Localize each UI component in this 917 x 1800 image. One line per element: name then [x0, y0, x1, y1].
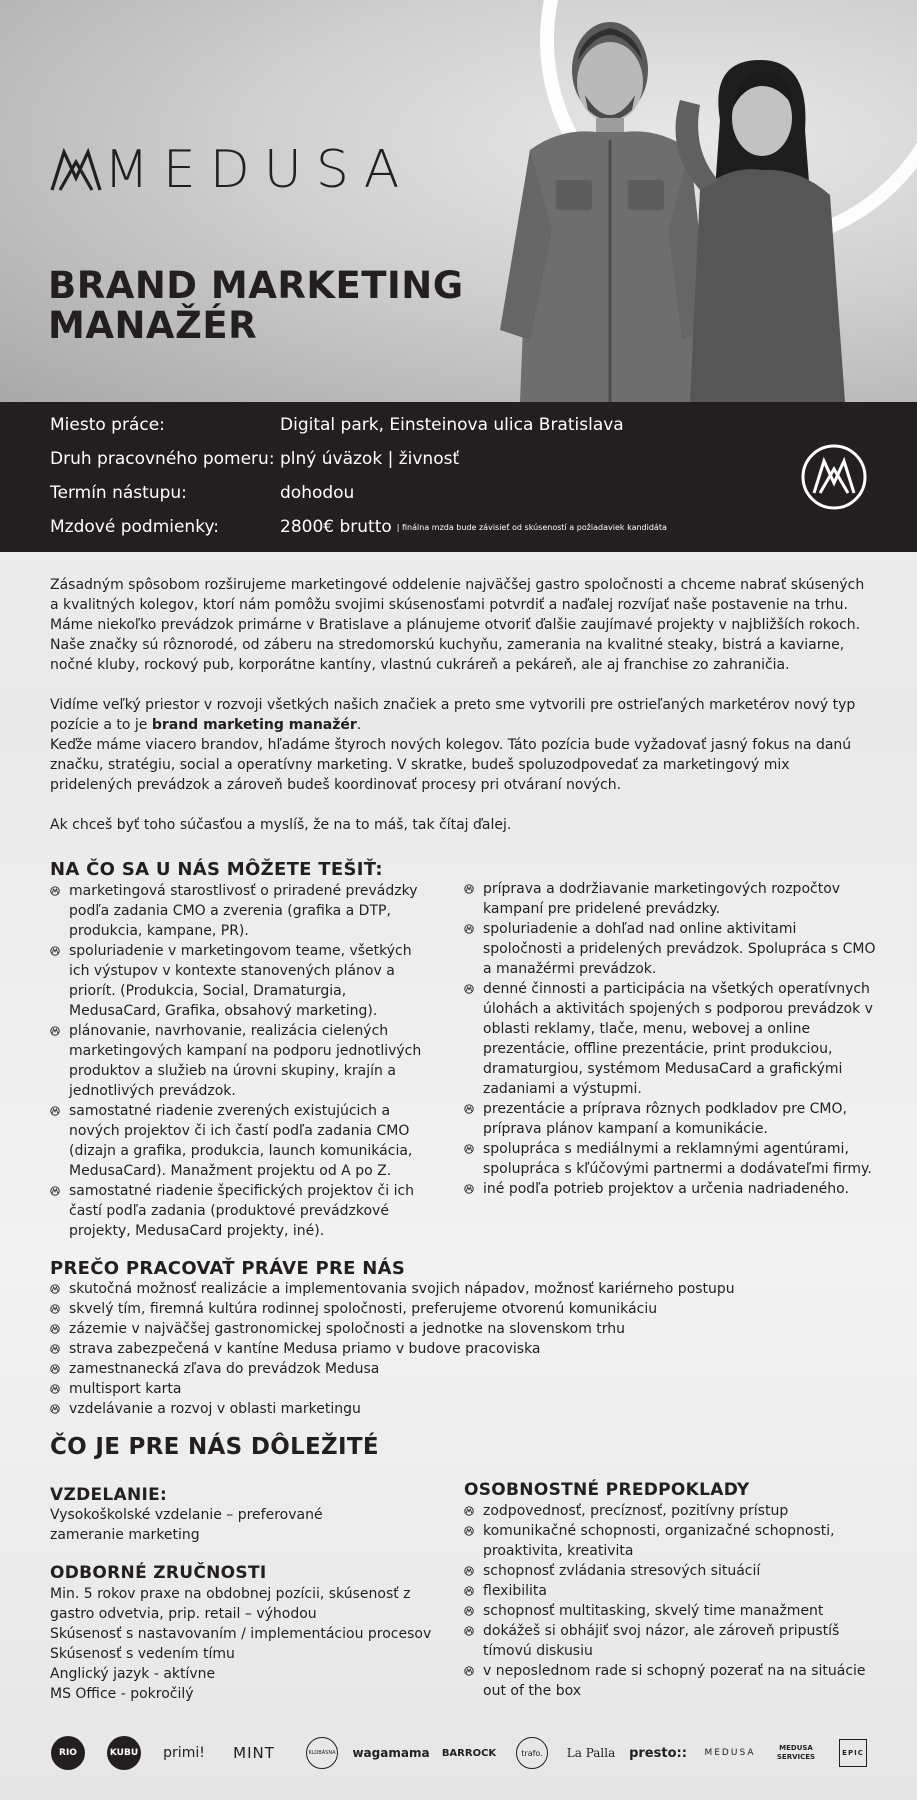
- partner-logo-la-palla-text: La Palla: [566, 1746, 616, 1760]
- medusa-bullet-icon: [50, 1364, 60, 1374]
- list-item: [464, 1601, 876, 1621]
- partner-brands-row: [0, 1728, 917, 1778]
- partner-logo-trafo: [512, 1728, 552, 1778]
- partner-logo-trafo-mark: trafo.: [516, 1737, 548, 1769]
- medusa-bullet-icon: [50, 886, 60, 896]
- partner-logo-mint: [228, 1728, 280, 1778]
- medusa-bullet-icon: [50, 1106, 60, 1116]
- list-item-text: strava zabezpečená v kantíne Medusa priamo v budove pracoviska: [69, 1341, 541, 1357]
- detail-value: Digital park, Einsteinova ulica Bratislava: [280, 415, 624, 435]
- medusa-bullet-icon: [50, 1384, 60, 1394]
- section-heading-why-us: PREČO PRACOVAŤ PRÁVE PRE NÁS: [50, 1258, 406, 1279]
- medusa-bullet-icon: [50, 1324, 60, 1334]
- medusa-bullet-icon: [50, 1304, 60, 1314]
- medusa-bullet-icon: [50, 946, 60, 956]
- detail-row-location: [50, 408, 624, 442]
- list-item: [50, 1319, 870, 1339]
- education-heading: VZDELANIE:: [50, 1485, 168, 1505]
- list-item: [50, 1279, 870, 1299]
- section-heading-important: ČO JE PRE NÁS DÔLEŽITÉ: [50, 1434, 379, 1460]
- list-item-text: plánovanie, navrhovanie, realizácia cielených marketingových kampaní na podporu jednotlivých produktov a služieb na úrovni skupiny, krajín a jednotlivých prevádzok.: [69, 1023, 422, 1099]
- partner-logo-klobasna: [300, 1728, 344, 1778]
- list-item: [50, 1399, 870, 1419]
- skill-line: Skúsenosť s nastavovaním / implementáciou procesov: [50, 1626, 432, 1642]
- medusa-bullet-icon: [464, 1104, 474, 1114]
- partner-logo-primi: [156, 1728, 212, 1778]
- list-item: [464, 1139, 876, 1179]
- medusa-bullet-icon: [464, 1506, 474, 1516]
- man-figure: [500, 22, 710, 402]
- list-item: [50, 1379, 870, 1399]
- intro-text: .: [356, 717, 362, 733]
- partner-logo-wagamama-text: wagamama: [352, 1746, 430, 1760]
- medusa-bullet-icon: [464, 1144, 474, 1154]
- list-item-text: spoluriadenie v marketingovom teame, všetkých ich výstupov v kontexte stanovených plánov a priorít. (Produkcia, Social, Dramaturgia, MedusaCard, Grafika, obsahový marketing).: [69, 943, 412, 1019]
- partner-logo-epic-mark: EPIC: [839, 1739, 867, 1767]
- list-item: [464, 979, 876, 1099]
- list-item-text: skvelý tím, firemná kultúra rodinnej spoločnosti, preferujeme otvorenú komunikáciu: [69, 1301, 658, 1317]
- list-item-text: spoluriadenie a dohľad nad online aktivitami spoločnosti a pridelených prevádzok. Spolupráca s CMO a manažérmi prevádzok.: [483, 921, 876, 977]
- partner-logo-barrock-text: BARROCK: [441, 1747, 497, 1759]
- list-item-text: prezentácie a príprava rôznych podkladov pre CMO, príprava plánov kampaní a komunikácie.: [483, 1101, 847, 1137]
- partner-logo-klobasna-mark: KLOBÁSNA: [306, 1737, 338, 1769]
- partner-logo-wagamama: [352, 1728, 430, 1778]
- list-item-text: spolupráca s mediálnymi a reklamnými agentúrami, spolupráca s kľúčovými partnermi a dodávateľmi firmy.: [483, 1141, 872, 1177]
- list-item: [50, 1339, 870, 1359]
- list-item-text: zázemie v najväčšej gastronomickej spoločnosti a jednotke na slovenskom trhu: [69, 1321, 626, 1337]
- list-item-text: schopnosť multitasking, skvelý time manažment: [483, 1603, 824, 1619]
- hero-photo: [460, 0, 917, 402]
- list-item: [50, 881, 435, 941]
- job-title: BRAND MARKETING MANAŽÉR: [48, 264, 464, 347]
- medusa-bullet-icon: [50, 1026, 60, 1036]
- list-item: [50, 1299, 870, 1319]
- list-item: [464, 1501, 876, 1521]
- personality-heading: OSOBNOSTNÉ PREDPOKLADY: [464, 1480, 750, 1500]
- why-us-list: [50, 1279, 870, 1419]
- job-details-band: [0, 402, 917, 552]
- detail-label: Miesto práce:: [50, 415, 165, 435]
- intro-paragraph-2: [50, 695, 870, 735]
- medusa-bullet-icon: [50, 1186, 60, 1196]
- partner-logo-rio: [48, 1728, 88, 1778]
- education-text: Vysokoškolské vzdelanie – preferované zameranie marketing: [50, 1507, 323, 1543]
- medusa-bullet-icon: [464, 984, 474, 994]
- partner-logo-kubu-mark: KUBU: [107, 1736, 141, 1770]
- medusa-bullet-icon: [464, 1606, 474, 1616]
- intro-paragraph-1: Zásadným spôsobom rozširujeme marketingové oddelenie najväčšej gastro spoločnosti a chceme nabrať skúsených a kvalitných kolegov, ktorí nám pomôžu svojimi skúsenosťami potvrdiť a naďalej rozvíjať naše postavenie na trhu. Máme niekoľko prevádzok primárne v Bratislave a plánujeme otvoriť ďalšie zaujímavé projekty v najbližších rokoch. Naše značky sú rôznorodé, od záberu na stredomorskú kuchyňu, zamerania na kvalitné steaky, bistrá a kaviarne, nočné kluby, rockový pub, korporátne kantíny, vlastnú cukráreň a pekáreň, ale aj franchise zo zahraničia.: [50, 577, 865, 673]
- medusa-bullet-icon: [464, 1566, 474, 1576]
- list-item: [464, 1561, 876, 1581]
- hero-banner: [0, 0, 917, 402]
- skill-line: Min. 5 rokov praxe na obdobnej pozícii, skúsenosť z gastro odvetvia, prip. retail – výhodou: [50, 1586, 411, 1622]
- list-item-text: marketingová starostlivosť o priradené prevádzky podľa zadania CMO a zverenia (grafika a DTP, produkcia, kampane, PR).: [69, 883, 418, 939]
- personality-list: [464, 1501, 876, 1701]
- partner-logo-presto: [628, 1728, 688, 1778]
- medusa-circle-logo-icon: [800, 443, 868, 511]
- list-item-text: príprava a dodržiavanie marketingových rozpočtov kampaní pre pridelené prevádzky.: [483, 881, 841, 917]
- medusa-bullet-icon: [464, 1626, 474, 1636]
- detail-row-salary: [50, 510, 667, 544]
- list-item: [464, 1521, 876, 1561]
- detail-label: Termín nástupu:: [50, 483, 187, 503]
- list-item: [464, 1581, 876, 1601]
- skill-line: Anglický jazyk - aktívne: [50, 1666, 216, 1682]
- list-item-text: multisport karta: [69, 1381, 182, 1397]
- partner-logo-presto-text: presto::: [629, 1745, 687, 1761]
- detail-label: Druh pracovného pomeru:: [50, 449, 275, 469]
- detail-row-start: [50, 476, 354, 510]
- partner-logo-la-palla: [566, 1728, 616, 1778]
- medusa-bullet-icon: [50, 1284, 60, 1294]
- list-item-text: flexibilita: [483, 1583, 547, 1599]
- intro-text: Vidíme veľký priestor v rozvoji všetkých našich značiek a preto sme vytvorili pre ostrieľaných marketérov nový typ pozície a to je: [50, 697, 856, 733]
- skills-heading: ODBORNÉ ZRUČNOSTI: [50, 1563, 267, 1583]
- list-item: [50, 1021, 435, 1101]
- detail-value: 2800€ brutto: [280, 517, 392, 537]
- list-item-text: zamestnanecká zľava do prevádzok Medusa: [69, 1361, 380, 1377]
- list-item-text: iné podľa potrieb projektov a určenia nadriadeného.: [483, 1181, 849, 1197]
- skills-list: [50, 1584, 450, 1704]
- medusa-bullet-icon: [464, 924, 474, 934]
- partner-logo-primi-text: primi!: [163, 1745, 205, 1761]
- skill-line: MS Office - pokročilý: [50, 1686, 194, 1702]
- list-item: [464, 1661, 876, 1701]
- list-item: [464, 879, 876, 919]
- partner-logo-kubu: [104, 1728, 144, 1778]
- list-item-text: samostatné riadenie zverených existujúcich a nových projektov či ich častí podľa zadania CMO (dizajn a grafika, produkcia, launch komunikácia, MedusaCard). Manažment projektu od A po Z.: [69, 1103, 413, 1179]
- detail-label: Mzdové podmienky:: [50, 517, 219, 537]
- medusa-logo-icon: [50, 148, 102, 192]
- list-item-text: schopnosť zvládania stresových situácií: [483, 1563, 761, 1579]
- partner-logo-rio-mark: RIO: [51, 1736, 85, 1770]
- medusa-logo: [50, 140, 413, 200]
- medusa-bullet-icon: [50, 1344, 60, 1354]
- list-item-text: zodpovednosť, precíznosť, pozitívny prístup: [483, 1503, 789, 1519]
- partner-logo-mint-text: MINT: [233, 1744, 275, 1762]
- section-heading-benefits: NA ČO SA U NÁS MÔŽETE TEŠIŤ:: [50, 859, 383, 880]
- medusa-bullet-icon: [464, 884, 474, 894]
- medusa-bullet-icon: [464, 1184, 474, 1194]
- partner-logo-medusa-services: [772, 1728, 820, 1778]
- list-item-text: vzdelávanie a rozvoj v oblasti marketingu: [69, 1401, 361, 1417]
- list-item: [464, 1099, 876, 1139]
- list-item: [50, 1359, 870, 1379]
- list-item-text: skutočná možnosť realizácie a implementovania svojich nápadov, možnosť kariérneho postupu: [69, 1281, 735, 1297]
- partner-logo-medusa-catering-text: MEDUSA: [704, 1748, 756, 1758]
- partner-logo-medusa-catering: [700, 1728, 760, 1778]
- benefits-list-left: [50, 881, 435, 1241]
- partner-logo-medusa-services-text: MEDUSA SERVICES: [776, 1744, 816, 1761]
- intro-paragraph-3: Keďže máme viacero brandov, hľadáme štyroch nových kolegov. Táto pozícia bude vyžadovať jasný fokus na danú značku, stratégiu, social a operatívny marketing. V skratke, budeš spoluzodpovedať za marketingový mix pridelených prevádzok a zároveň budeš koordinovať procesy pri otváraní nových.: [50, 737, 852, 793]
- partner-logo-epic: [836, 1728, 870, 1778]
- detail-row-employment: [50, 442, 459, 476]
- medusa-logo-text: MEDUSA: [104, 140, 414, 200]
- medusa-bullet-icon: [464, 1526, 474, 1536]
- list-item: [464, 919, 876, 979]
- medusa-bullet-icon: [464, 1666, 474, 1676]
- detail-value: plný úväzok | živnosť: [280, 449, 460, 469]
- partner-logo-barrock: [440, 1728, 498, 1778]
- list-item-text: dokážeš si obhájiť svoj názor, ale zároveň pripustíš tímovú diskusiu: [483, 1623, 840, 1659]
- intro-paragraph-4: Ak chceš byť toho súčasťou a myslíš, že na to máš, tak čítaj ďalej.: [50, 817, 512, 833]
- detail-value: dohodou: [280, 483, 355, 503]
- benefits-list-right: [464, 879, 876, 1199]
- list-item: [464, 1621, 876, 1661]
- salary-note: | finálna mzda bude závisieť od skúseností a požiadaviek kandidáta: [396, 522, 667, 532]
- medusa-bullet-icon: [50, 1404, 60, 1414]
- list-item-text: samostatné riadenie špecifických projektov či ich častí podľa zadania (produktové prevádzkové projekty, MedusaCard projekty, iné).: [69, 1183, 415, 1239]
- list-item-text: denné činnosti a participácia na všetkých operatívnych úlohách a aktivitách spojených s podporou prevádzok v oblasti reklamy, tlače, menu, webovej a online prezentácie, offline prezentácie, print produkciou, dramaturgiou, systémom MedusaCard a grafickými zadaniami a výstupmi.: [483, 981, 873, 1097]
- list-item: [50, 941, 435, 1021]
- skill-line: Skúsenosť s vedením tímu: [50, 1646, 235, 1662]
- woman-figure: [676, 60, 846, 402]
- list-item-text: komunikačné schopnosti, organizačné schopnosti, proaktivita, kreativita: [483, 1523, 835, 1559]
- list-item: [464, 1179, 876, 1199]
- list-item: [50, 1101, 435, 1181]
- medusa-bullet-icon: [464, 1586, 474, 1596]
- intro-highlight: brand marketing manažér: [151, 717, 357, 733]
- list-item: [50, 1181, 435, 1241]
- list-item-text: v neposlednom rade si schopný pozerať na na situácie out of the box: [483, 1663, 866, 1699]
